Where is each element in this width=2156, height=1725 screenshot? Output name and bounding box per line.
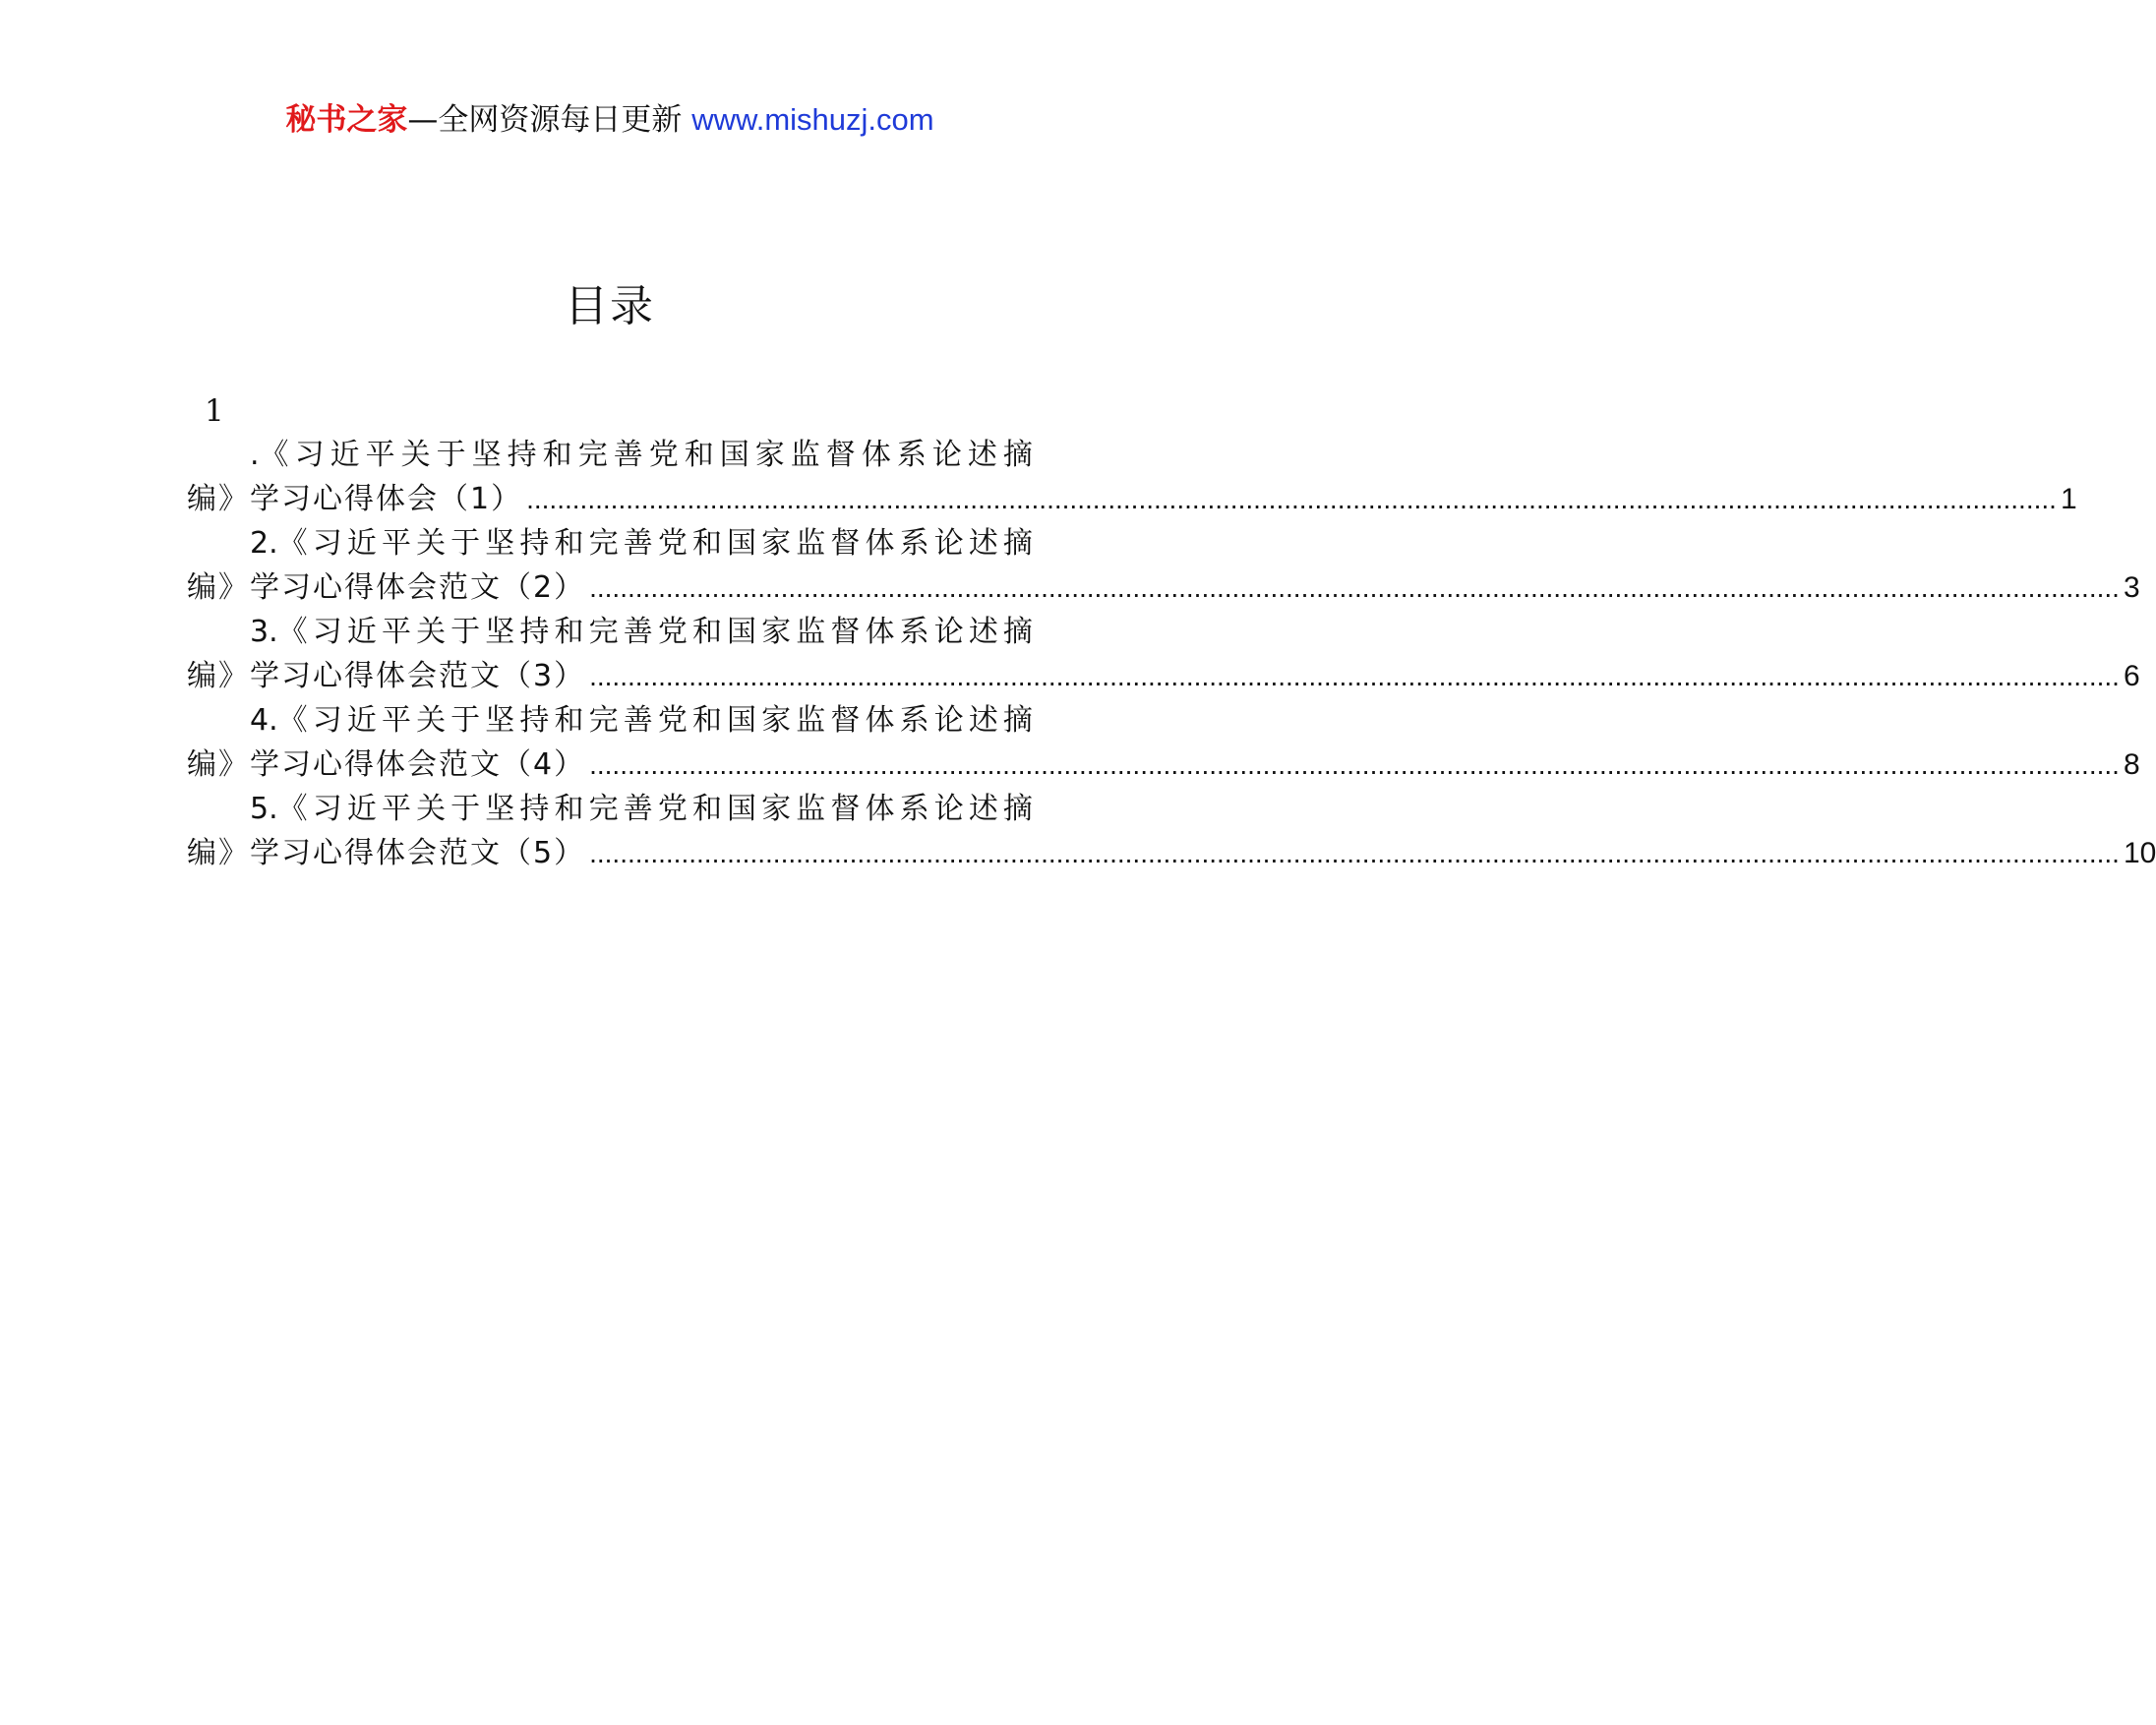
- toc-char: 国: [727, 526, 757, 561]
- toc-char: 论: [933, 703, 964, 738]
- toc-char: 和: [554, 526, 584, 561]
- toc-char: 平: [381, 792, 411, 826]
- toc-char: 关: [400, 438, 431, 472]
- toc-char: 系: [899, 792, 929, 826]
- toc-char: 5.《: [250, 792, 308, 826]
- toc-char: 关: [416, 615, 447, 649]
- toc-char: 完: [588, 703, 619, 738]
- toc-char: 家: [761, 792, 792, 826]
- toc-char: 督: [830, 526, 861, 561]
- toc-char: 习: [312, 703, 342, 738]
- page-title: 目录: [565, 281, 655, 331]
- toc-char: 家: [754, 438, 785, 472]
- toc-char: 述: [967, 438, 997, 472]
- toc-char: 习: [312, 526, 342, 561]
- toc-char: 述: [968, 792, 998, 826]
- toc-char: 坚: [471, 438, 502, 472]
- toc-char: 坚: [485, 703, 515, 738]
- toc-char: 2.《: [250, 526, 308, 561]
- toc-char: 平: [381, 615, 411, 649]
- toc-char: 国: [719, 438, 749, 472]
- toc-char: 系: [896, 438, 927, 472]
- toc-char: 善: [623, 792, 653, 826]
- toc-char: 于: [450, 792, 481, 826]
- toc-char: 3.《: [250, 615, 308, 649]
- toc-dot-leader: ........................................................................................................................................................................................................: [589, 572, 2120, 603]
- toc-char: 监: [796, 615, 826, 649]
- toc-entry-line2: [187, 831, 2156, 875]
- toc-char: 于: [450, 526, 481, 561]
- toc-page-number: 10: [2123, 837, 2156, 869]
- toc-char: 论: [933, 792, 964, 826]
- toc-char: 平: [365, 438, 395, 472]
- toc-char: 党: [648, 438, 679, 472]
- toc-char: 家: [761, 615, 792, 649]
- toc-char: 持: [507, 438, 537, 472]
- toc-char: 监: [796, 703, 826, 738]
- toc-dot-leader: ........................................................................................................................................................................................................: [589, 661, 2120, 691]
- toc-char: 论: [933, 615, 964, 649]
- toc-char: 监: [790, 438, 820, 472]
- toc-char: 党: [657, 526, 688, 561]
- toc-char: 平: [381, 526, 411, 561]
- toc-char: 完: [588, 526, 619, 561]
- toc-char: 摘: [1002, 438, 1033, 472]
- toc-entry[interactable]: [187, 433, 2077, 521]
- toc-entry-line1: [187, 610, 1033, 654]
- toc-char: 国: [727, 792, 757, 826]
- toc-char: 近: [329, 438, 360, 472]
- toc-char: 关: [416, 526, 447, 561]
- toc-entry[interactable]: [187, 610, 2140, 698]
- toc-char: 善: [623, 526, 653, 561]
- toc-char: 督: [830, 703, 861, 738]
- toc-char: 国: [727, 703, 757, 738]
- toc-char: 体: [865, 615, 895, 649]
- site-slogan: —全网资源每日更新: [407, 102, 692, 138]
- toc-char: 持: [519, 792, 550, 826]
- toc-char: 习: [312, 792, 342, 826]
- toc-char: 近: [346, 526, 377, 561]
- toc-char: 系: [899, 703, 929, 738]
- toc-char: 完: [588, 792, 619, 826]
- toc-char: 近: [346, 703, 377, 738]
- toc-char: 摘: [1002, 703, 1033, 738]
- toc-char: 4.《: [250, 703, 308, 738]
- toc-char: 持: [519, 615, 550, 649]
- toc-char: 和: [684, 438, 714, 472]
- toc-char: 和: [542, 438, 572, 472]
- toc-char: 党: [657, 615, 688, 649]
- toc-char: 关: [416, 703, 447, 738]
- toc-char: 论: [933, 526, 964, 561]
- site-brand: 秘书之家: [285, 102, 408, 138]
- toc-entry-continuation: 编》学习心得体会范文（5）: [187, 836, 586, 870]
- toc-char: 党: [657, 792, 688, 826]
- toc-char: 体: [861, 438, 891, 472]
- toc-entry-line1: [187, 433, 1033, 477]
- toc-char: 近: [346, 615, 377, 649]
- toc-char: 持: [519, 703, 550, 738]
- toc-char: 述: [968, 615, 998, 649]
- toc-entry-line2: [187, 565, 2140, 610]
- toc-entry-continuation: 编》学习心得体会范文（4）: [187, 747, 586, 782]
- toc-char: 系: [899, 615, 929, 649]
- toc-entry[interactable]: [187, 787, 2156, 875]
- toc-page-number: 8: [2123, 748, 2140, 781]
- site-url-link[interactable]: www.mishuzj.com: [691, 102, 934, 137]
- toc-char: 善: [623, 615, 653, 649]
- toc-entry[interactable]: [187, 521, 2140, 610]
- toc-page-number: 3: [2123, 571, 2140, 604]
- toc-entry-continuation: 编》学习心得体会范文（2）: [187, 570, 586, 605]
- toc-entry-line2: [187, 477, 2077, 521]
- toc-char: 国: [727, 615, 757, 649]
- toc-char: 善: [623, 703, 653, 738]
- toc-char: 平: [381, 703, 411, 738]
- site-header: [0, 98, 1220, 142]
- toc-char: .《: [250, 438, 289, 472]
- toc-entry-line1: [187, 521, 1033, 565]
- toc-char: 善: [613, 438, 643, 472]
- toc-char: 系: [899, 526, 929, 561]
- toc-dot-leader: ........................................................................................................................................................................................................: [589, 838, 2120, 868]
- toc-char: 和: [691, 703, 722, 738]
- toc-dot-leader: ........................................................................................................................................................................................................: [589, 749, 2120, 780]
- toc-char: 体: [865, 526, 895, 561]
- toc-page-number: 1: [2060, 483, 2077, 515]
- toc-char: 和: [691, 792, 722, 826]
- toc-page-number: 6: [2123, 660, 2140, 692]
- toc-char: 督: [830, 792, 861, 826]
- toc-char: 于: [450, 703, 481, 738]
- toc-number-line: 1: [205, 393, 224, 429]
- toc-char: 监: [796, 792, 826, 826]
- toc-char: 摘: [1002, 792, 1033, 826]
- toc-char: 督: [830, 615, 861, 649]
- toc-dot-leader: ........................................................................................................................................................................................................: [526, 484, 2057, 514]
- toc-char: 述: [968, 703, 998, 738]
- toc-char: 于: [450, 615, 481, 649]
- toc-char: 家: [761, 703, 792, 738]
- toc-char: 坚: [485, 615, 515, 649]
- toc-char: 和: [691, 615, 722, 649]
- toc-char: 完: [588, 615, 619, 649]
- toc-char: 和: [691, 526, 722, 561]
- toc-char: 述: [968, 526, 998, 561]
- toc-char: 习: [294, 438, 325, 472]
- toc-char: 关: [416, 792, 447, 826]
- toc-char: 论: [931, 438, 962, 472]
- toc-char: 督: [825, 438, 856, 472]
- table-of-contents: [187, 389, 2156, 875]
- toc-char: 摘: [1002, 526, 1033, 561]
- toc-char: 于: [436, 438, 466, 472]
- toc-entry[interactable]: [187, 698, 2140, 787]
- toc-char: 习: [312, 615, 342, 649]
- toc-char: 和: [554, 615, 584, 649]
- toc-char: 和: [554, 792, 584, 826]
- toc-char: 家: [761, 526, 792, 561]
- toc-char: 党: [657, 703, 688, 738]
- toc-entry-line2: [187, 654, 2140, 698]
- toc-char: 摘: [1002, 615, 1033, 649]
- toc-char: 体: [865, 792, 895, 826]
- toc-char: 坚: [485, 526, 515, 561]
- toc-char: 完: [577, 438, 608, 472]
- toc-char: 近: [346, 792, 377, 826]
- toc-entry-line1: [187, 698, 1033, 743]
- toc-entry-line1: [187, 787, 1033, 831]
- toc-entry-line2: [187, 743, 2140, 787]
- toc-char: 体: [865, 703, 895, 738]
- toc-char: 监: [796, 526, 826, 561]
- toc-char: 和: [554, 703, 584, 738]
- toc-entry-continuation: 编》学习心得体会（1）: [187, 482, 523, 516]
- toc-char: 持: [519, 526, 550, 561]
- toc-char: 坚: [485, 792, 515, 826]
- toc-entry-continuation: 编》学习心得体会范文（3）: [187, 659, 586, 693]
